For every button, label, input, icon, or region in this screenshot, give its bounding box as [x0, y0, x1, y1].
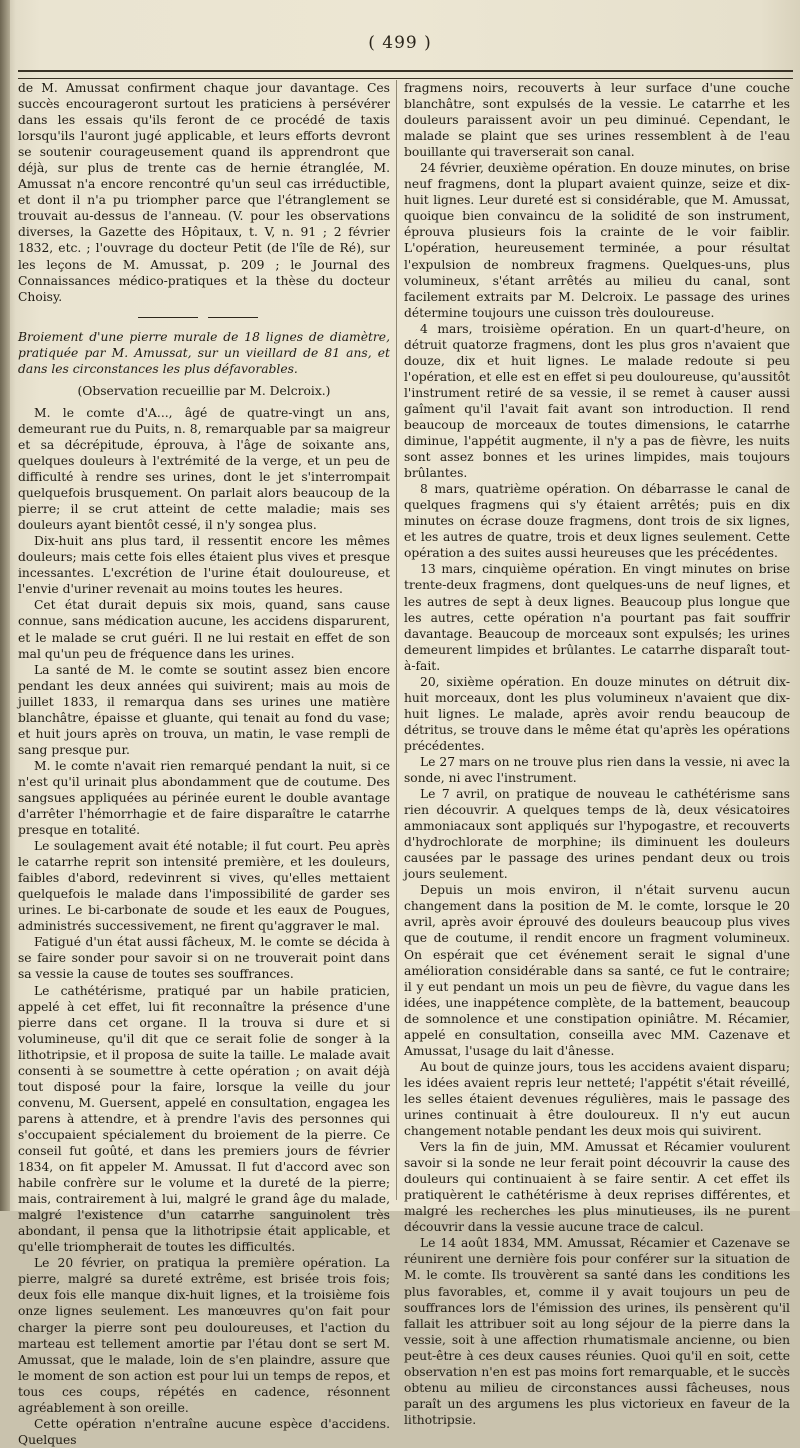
body-paragraph: Depuis un mois environ, il n'était survenu aucun changement dans la position de M. le comte, lorsque le 20 avril, après avoir éprouvé des douleurs beaucoup plus vives que de coutume, il rendit encore un fragment volumineux. On espérait que cet événement serait le signal d'une amélioration considérable dans sa santé, ce fut le contraire; il y eut pendant un mois un peu de fièvre, du vague dans les idées, une inappétence complète, de la battement, beaucoup de somnolence et une constipation opiniâtre. M. Récamier, appelé en consultation, conseilla avec MM. Cazenave et Amussat, l'usage du lait d'ânesse.: [404, 883, 790, 1058]
binding-gutter: [0, 0, 10, 1211]
body-paragraph: Cet état durait depuis six mois, quand, sans cause connue, sans médication aucune, les accidens disparurent, et le malade se crut guéri. Il ne lui restait en effet de son mal qu'un peu de fréquence dans les urines.: [18, 598, 390, 661]
body-paragraph: Le cathétérisme, pratiqué par un habile praticien, appelé à cet effet, lui fit reconnaître la présence d'une pierre dans cet organe. Il la trouva si dure et si volumineuse, qu'il dit que ce serait folie de songer à la lithotripsie, et il proposa de suite la taille. Le malade avait consenti à se soumettre à cette opération ; on avait déjà tout disposé pour la faire, lorsque la veille du jour convenu, M. Guersent, appelé en consultation, engagea les parens à attendre, et à prendre l'avis des personnes qui s'occupaient spécialement du broiement de la pierre. Ce conseil fut goûté, et dans les premiers jours de février 1834, on fit appeler M. Amussat. Il fut d'accord avec son habile confrère sur le volume et la dureté de la pierre; mais, contrairement à lui, malgré le grand âge du malade, malgré l'existence d'un catarrhe sanguinolent très abondant, il pensa que la lithotripsie était applicable, et qu'elle triompherait de toutes les difficultés.: [18, 983, 390, 1255]
body-paragraph: Cette opération n'entraîne aucune espèce d'accidens. Quelques: [18, 1416, 390, 1447]
left-column: [18, 80, 390, 1448]
body-paragraph: 20, sixième opération. En douze minutes on détruit dix-huit morceaux, dont les plus volumineux n'avaient que dix-huit lignes. Le malade, après avoir rendu beaucoup de détritus, se trouve dans le même état qu'après les opérations précédentes.: [404, 674, 790, 753]
right-column: [404, 80, 790, 1428]
section-separator: [18, 309, 390, 327]
body-paragraph: Le 27 mars on ne trouve plus rien dans la vessie, ni avec la sonde, ni avec l'instrument.: [404, 754, 790, 786]
column-divider: [396, 80, 397, 1200]
body-paragraph: Le 14 août 1834, MM. Amussat, Récamier et Cazenave se réunirent une dernière fois pour conférer sur la situation de M. le comte. Ils trouvèrent sa santé dans les conditions les plus favorables, et, comme il y avait toujours un peu de souffrances lors de l'émission des urines, ils pensèrent qu'il fallait les attribuer soit au long séjour de la pierre dans la vessie, soit à une affection rhumatismale ancienne, ou bien peut-être à ces deux causes réunies. Quoi qu'il en soit, cette observation n'en est pas moins fort remarquable, et le succès obtenu au milieu de circonstances aussi fâcheuses, nous paraît un des argumens les plus victorieux en faveur de la lithotripsie.: [404, 1236, 790, 1427]
body-paragraph: M. le comte d'A..., âgé de quatre-vingt un ans, demeurant rue du Puits, n. 8, remarquable par sa maigreur et sa décrépitude, éprouva, à l'âge de soixante ans, quelques douleurs à l'extrémité de la verge, et un peu de difficulté à rendre ses urines, dont le jet s'interrompait quelquefois brusquement. On parlait alors beaucoup de la pierre; il se crut atteint de cette maladie; mais ses douleurs ayant bientôt cessé, il n'y songea plus.: [18, 405, 390, 533]
body-paragraph: 24 février, deuxième opération. En douze minutes, on brise neuf fragmens, dont la plupart avaient quinze, seize et dix-huit lignes. Leur dureté est si considérable, que M. Amussat, quoique bien convaincu de la solidité de son instrument, éprouva plusieurs fois la crainte de le voir faiblir. L'opération, heureusement terminée, a pour résultat l'expulsion de nombreux fragmens. Quelques-uns, plus volumineux, s'étant arrêtés au milieu du canal, sont facilement extraits par M. Delcroix. Le passage des urines détermine toujours une cuisson très douloureuse.: [404, 161, 790, 320]
body-paragraph: Le 20 février, on pratiqua la première opération. La pierre, malgré sa dureté extrême, est brisée trois fois; deux fois elle manque dix-huit lignes, et la troisième fois onze lignes seulement. Les manœuvres qu'on fait pour charger la pierre sont peu douloureuses, et l'action du marteau est tellement amortie par l'étau dont se sert M. Amussat, que le malade, loin de s'en plaindre, assure que le moment de son action est pour lui un temps de repos, et tous ces coups, répétés en cadence, résonnent agréablement à son oreille.: [18, 1256, 390, 1415]
body-paragraph: Vers la fin de juin, MM. Amussat et Récamier voulurent savoir si la sonde ne leur ferait point découvrir la cause des douleurs qui continuaient à se faire sentir. A cet effet ils pratiquèrent le cathétérisme à deux reprises différentes, et malgré les recherches les plus minutieuses, ils ne purent découvrir dans la vessie aucune trace de calcul.: [404, 1140, 790, 1235]
body-paragraph: Fatigué d'un état aussi fâcheux, M. le comte se décida à se faire sonder pour savoir si on ne trouverait point dans sa vessie la cause de toutes ses souffrances.: [18, 935, 390, 982]
article-title: Broiement d'une pierre murale de 18 lignes de diamètre, pratiquée par M. Amussat, sur un vieillard de 81 ans, et dans les circonstances les plus défavorables.: [18, 329, 390, 376]
body-paragraph: fragmens noirs, recouverts à leur surface d'une couche blanchâtre, sont expulsés de la vessie. Le catarrhe et les douleurs paraissent avoir un peu diminué. Cependant, le malade se plaint que ses urines ressemblent à de l'eau bouillante qui traverserait son canal.: [404, 81, 790, 160]
page-number: ( 499 ): [368, 33, 432, 53]
body-paragraph: Le soulagement avait été notable; il fut court. Peu après le catarrhe reprit son intensité première, et les douleurs, faibles d'abord, redevinrent si vives, qu'elles mettaient quelquefois le malade dans l'impossibilité de garder ses urines. Le bi-carbonate de soude et les eaux de Pougues, administrés successivement, ne firent qu'aggraver le mal.: [18, 839, 390, 934]
body-paragraph: 8 mars, quatrième opération. On débarrasse le canal de quelques fragmens qui s'y étaient arrêtés; puis en dix minutes on écrase douze fragmens, dont trois de six lignes, et les autres de quatre, trois et deux lignes seulement. Cette opération a des suites aussi heureuses que les précédentes.: [404, 482, 790, 561]
body-paragraph: Le 7 avril, on pratique de nouveau le cathétérisme sans rien découvrir. A quelques temps de là, deux vésicatoires ammoniacaux sont appliqués sur l'hypogastre, et recouverts d'hydrochlorate de morphine; ils diminuent les douleurs causées par le passage des urines pendant deux ou trois jours seulement.: [404, 787, 790, 882]
body-paragraph: 13 mars, cinquième opération. En vingt minutes on brise trente-deux fragmens, dont quelques-uns de neuf lignes, et les autres de sept à deux lignes. Beaucoup plus longue que les autres, cette opération n'a pourtant pas fait souffrir davantage. Beaucoup de morceaux sont expulsés; les urines demeurent limpides et brûlantes. Le catarrhe disparaît tout-à-fait.: [404, 562, 790, 673]
body-paragraph: 4 mars, troisième opération. En un quart-d'heure, on détruit quatorze fragmens, dont les plus gros n'avaient que douze, dix et huit lignes. Le malade redoute si peu l'opération, et elle est en effet si peu douloureuse, qu'aussitôt l'instrument retiré de sa vessie, il se remet à causer aussi gaîment qu'il l'avait fait avant son introduction. Il rend beaucoup de morceaux de toutes dimensions, le catarrhe diminue, l'appétit augmente, il n'y a pas de fièvre, les nuits sont assez bonnes et les urines limpides, mais toujours brûlantes.: [404, 321, 790, 481]
intro-paragraph: de M. Amussat confirment chaque jour davantage. Ces succès encourageront surtout les praticiens à persévérer dans les essais qu'ils feront de ce procédé de taxis lorsqu'ils l'auront jugé applicable, et leurs efforts devront se soutenir courageusement quand ils apprendront que déjà, sur plus de trente cas de hernie étranglée, M. Amussat n'a encore rencontré qu'un seul cas irréductible, et dont il n'a pu triompher parce que l'étranglement se trouvait au-dessus de l'anneau. (V. pour les observations diverses, la Gazette des Hôpitaux, t. V, n. 91 ; 2 février 1832, etc. ; l'ouvrage du docteur Petit (de l'île de Ré), sur les leçons de M. Amussat, p. 209 ; le Journal des Connaissances médico-pratiques et la thèse du docteur Choisy.: [18, 81, 390, 304]
observation-credit: (Observation recueillie par M. Delcroix.): [77, 383, 331, 398]
body-paragraph: Au bout de quinze jours, tous les accidens avaient disparu; les idées avaient repris leur netteté; l'appétit s'était réveillé, les selles étaient devenues régulières, mais le passage des urines continuait à être douloureux. Il n'y eut aucun changement notable pendant les deux mois qui suivirent.: [404, 1059, 790, 1139]
body-paragraph: La santé de M. le comte se soutint assez bien encore pendant les deux années qui suivirent; mais au mois de juillet 1833, il remarqua dans ses urines une matière blanchâtre, épaisse et gluante, qui tenait au fond du vase; et huit jours après on trouva, un matin, le vase rempli de sang presque pur.: [18, 662, 390, 757]
body-paragraph: Dix-huit ans plus tard, il ressentit encore les mêmes douleurs; mais cette fois elles étaient plus vives et presque incessantes. L'excrétion de l'urine était douloureuse, et l'envie d'uriner revenait au moins toutes les heures.: [18, 534, 390, 597]
header-rule: [18, 70, 793, 79]
body-paragraph: M. le comte n'avait rien remarqué pendant la nuit, si ce n'est qu'il urinait plus abondamment que de coutume. Des sangsues appliquées au périnée eurent le double avantage d'arrêter l'hémorrhagie et de faire disparaître le catarrhe presque en totalité.: [18, 758, 390, 838]
